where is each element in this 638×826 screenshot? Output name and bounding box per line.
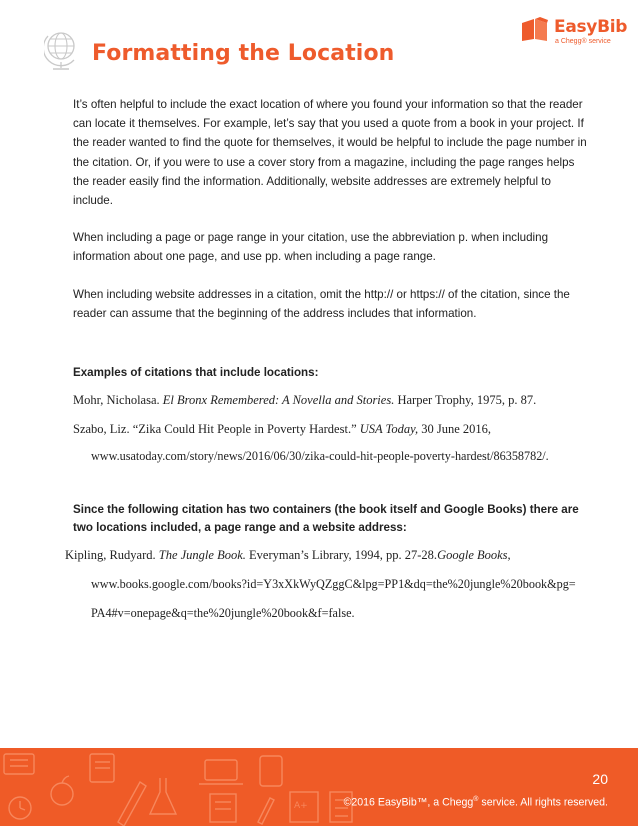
svg-text:A+: A+ bbox=[294, 801, 308, 811]
citation-kipling-url-1: www.books.google.com/books?id=Y3xXkWyQZggC&lpg=PP1&dq=the%20jungle%20book&pg= bbox=[91, 577, 576, 592]
containers-heading: Since the following citation has two containers (the book itself and Google Books) there are two locations included, a page range and a website address: bbox=[73, 503, 579, 535]
citation-container: Google Books, bbox=[437, 548, 511, 563]
registered-mark: ® bbox=[473, 796, 479, 803]
book-logo-icon bbox=[520, 17, 550, 43]
citation-title: The Jungle Book. bbox=[158, 548, 246, 563]
page-title: Formatting the Location bbox=[92, 41, 395, 66]
pen-icon bbox=[258, 798, 274, 824]
clock-icon bbox=[9, 797, 31, 819]
citation-details: Harper Trophy, 1975, p. 87. bbox=[394, 393, 537, 408]
apple-icon bbox=[51, 776, 73, 805]
copyright-post: service. All rights reserved. bbox=[478, 796, 608, 809]
copyright-pre: ©2016 EasyBib™, a Chegg bbox=[343, 796, 474, 809]
citation-container: USA Today, bbox=[359, 422, 419, 437]
easybib-logo bbox=[520, 15, 628, 49]
citation-author: Mohr, Nicholasa. bbox=[73, 393, 163, 408]
citation-szabo-url: www.usatoday.com/story/news/2016/06/30/zika-could-hit-people-poverty-hardest/86358782/. bbox=[91, 449, 549, 464]
citation-details: Everyman’s Library, 1994, pp. 27-28. bbox=[245, 548, 438, 563]
citation-author: Kipling, Rudyard. bbox=[65, 548, 159, 563]
logo-subtitle: a Chegg® service bbox=[555, 38, 611, 45]
notebook-icon bbox=[90, 754, 114, 782]
tablet-icon bbox=[260, 756, 282, 786]
citation-mohr bbox=[73, 392, 593, 409]
page-number: 20 bbox=[592, 771, 608, 787]
grade-paper-icon bbox=[290, 792, 318, 822]
paragraph-intro: It’s often helpful to include the exact location of where you found your information so that the reader can locate it themselves. For example, let’s say that you used a quote from a book in your project. If the reader wanted to find the quote for themselves, it would be helpful to include the page number in the citation. Or, if you were to use a cover story from a magazine, including the page ranges helps the reader easily find the information. Additionally, website addresses are extremely helpful to include. bbox=[73, 98, 587, 208]
flask-icon bbox=[150, 778, 176, 814]
paragraph-website: When including website addresses in a citation, omit the http:// or https:// of the citation, since the reader can assume that the beginning of the address includes that information. bbox=[73, 287, 570, 320]
footer bbox=[0, 748, 638, 826]
globe-icon bbox=[44, 28, 80, 74]
main-content bbox=[65, 95, 593, 622]
citation-author: Szabo, Liz. “Zika Could Hit People in Poverty Hardest.” bbox=[73, 422, 360, 437]
citation-details: 30 June 2016, bbox=[418, 422, 492, 437]
paragraph-page-range: When including a page or page range in your citation, use the abbreviation p. when including information about one page, and use pp. when including a page range. bbox=[73, 231, 549, 264]
citation-szabo bbox=[73, 421, 593, 438]
logo-name: EasyBib bbox=[554, 17, 628, 37]
school-doodle-pattern bbox=[0, 748, 638, 826]
document-icon bbox=[210, 794, 236, 822]
citation-kipling-url-2: PA4#v=onepage&q=the%20jungle%20book&f=false. bbox=[91, 606, 355, 621]
examples-heading: Examples of citations that include locations: bbox=[73, 366, 319, 380]
pencil-icon bbox=[118, 782, 146, 826]
copyright-notice bbox=[344, 796, 608, 809]
calculator-icon bbox=[4, 754, 34, 774]
citation-title: El Bronx Remembered: A Novella and Stories. bbox=[162, 393, 395, 408]
laptop-icon bbox=[199, 760, 243, 784]
citation-kipling bbox=[65, 547, 593, 564]
